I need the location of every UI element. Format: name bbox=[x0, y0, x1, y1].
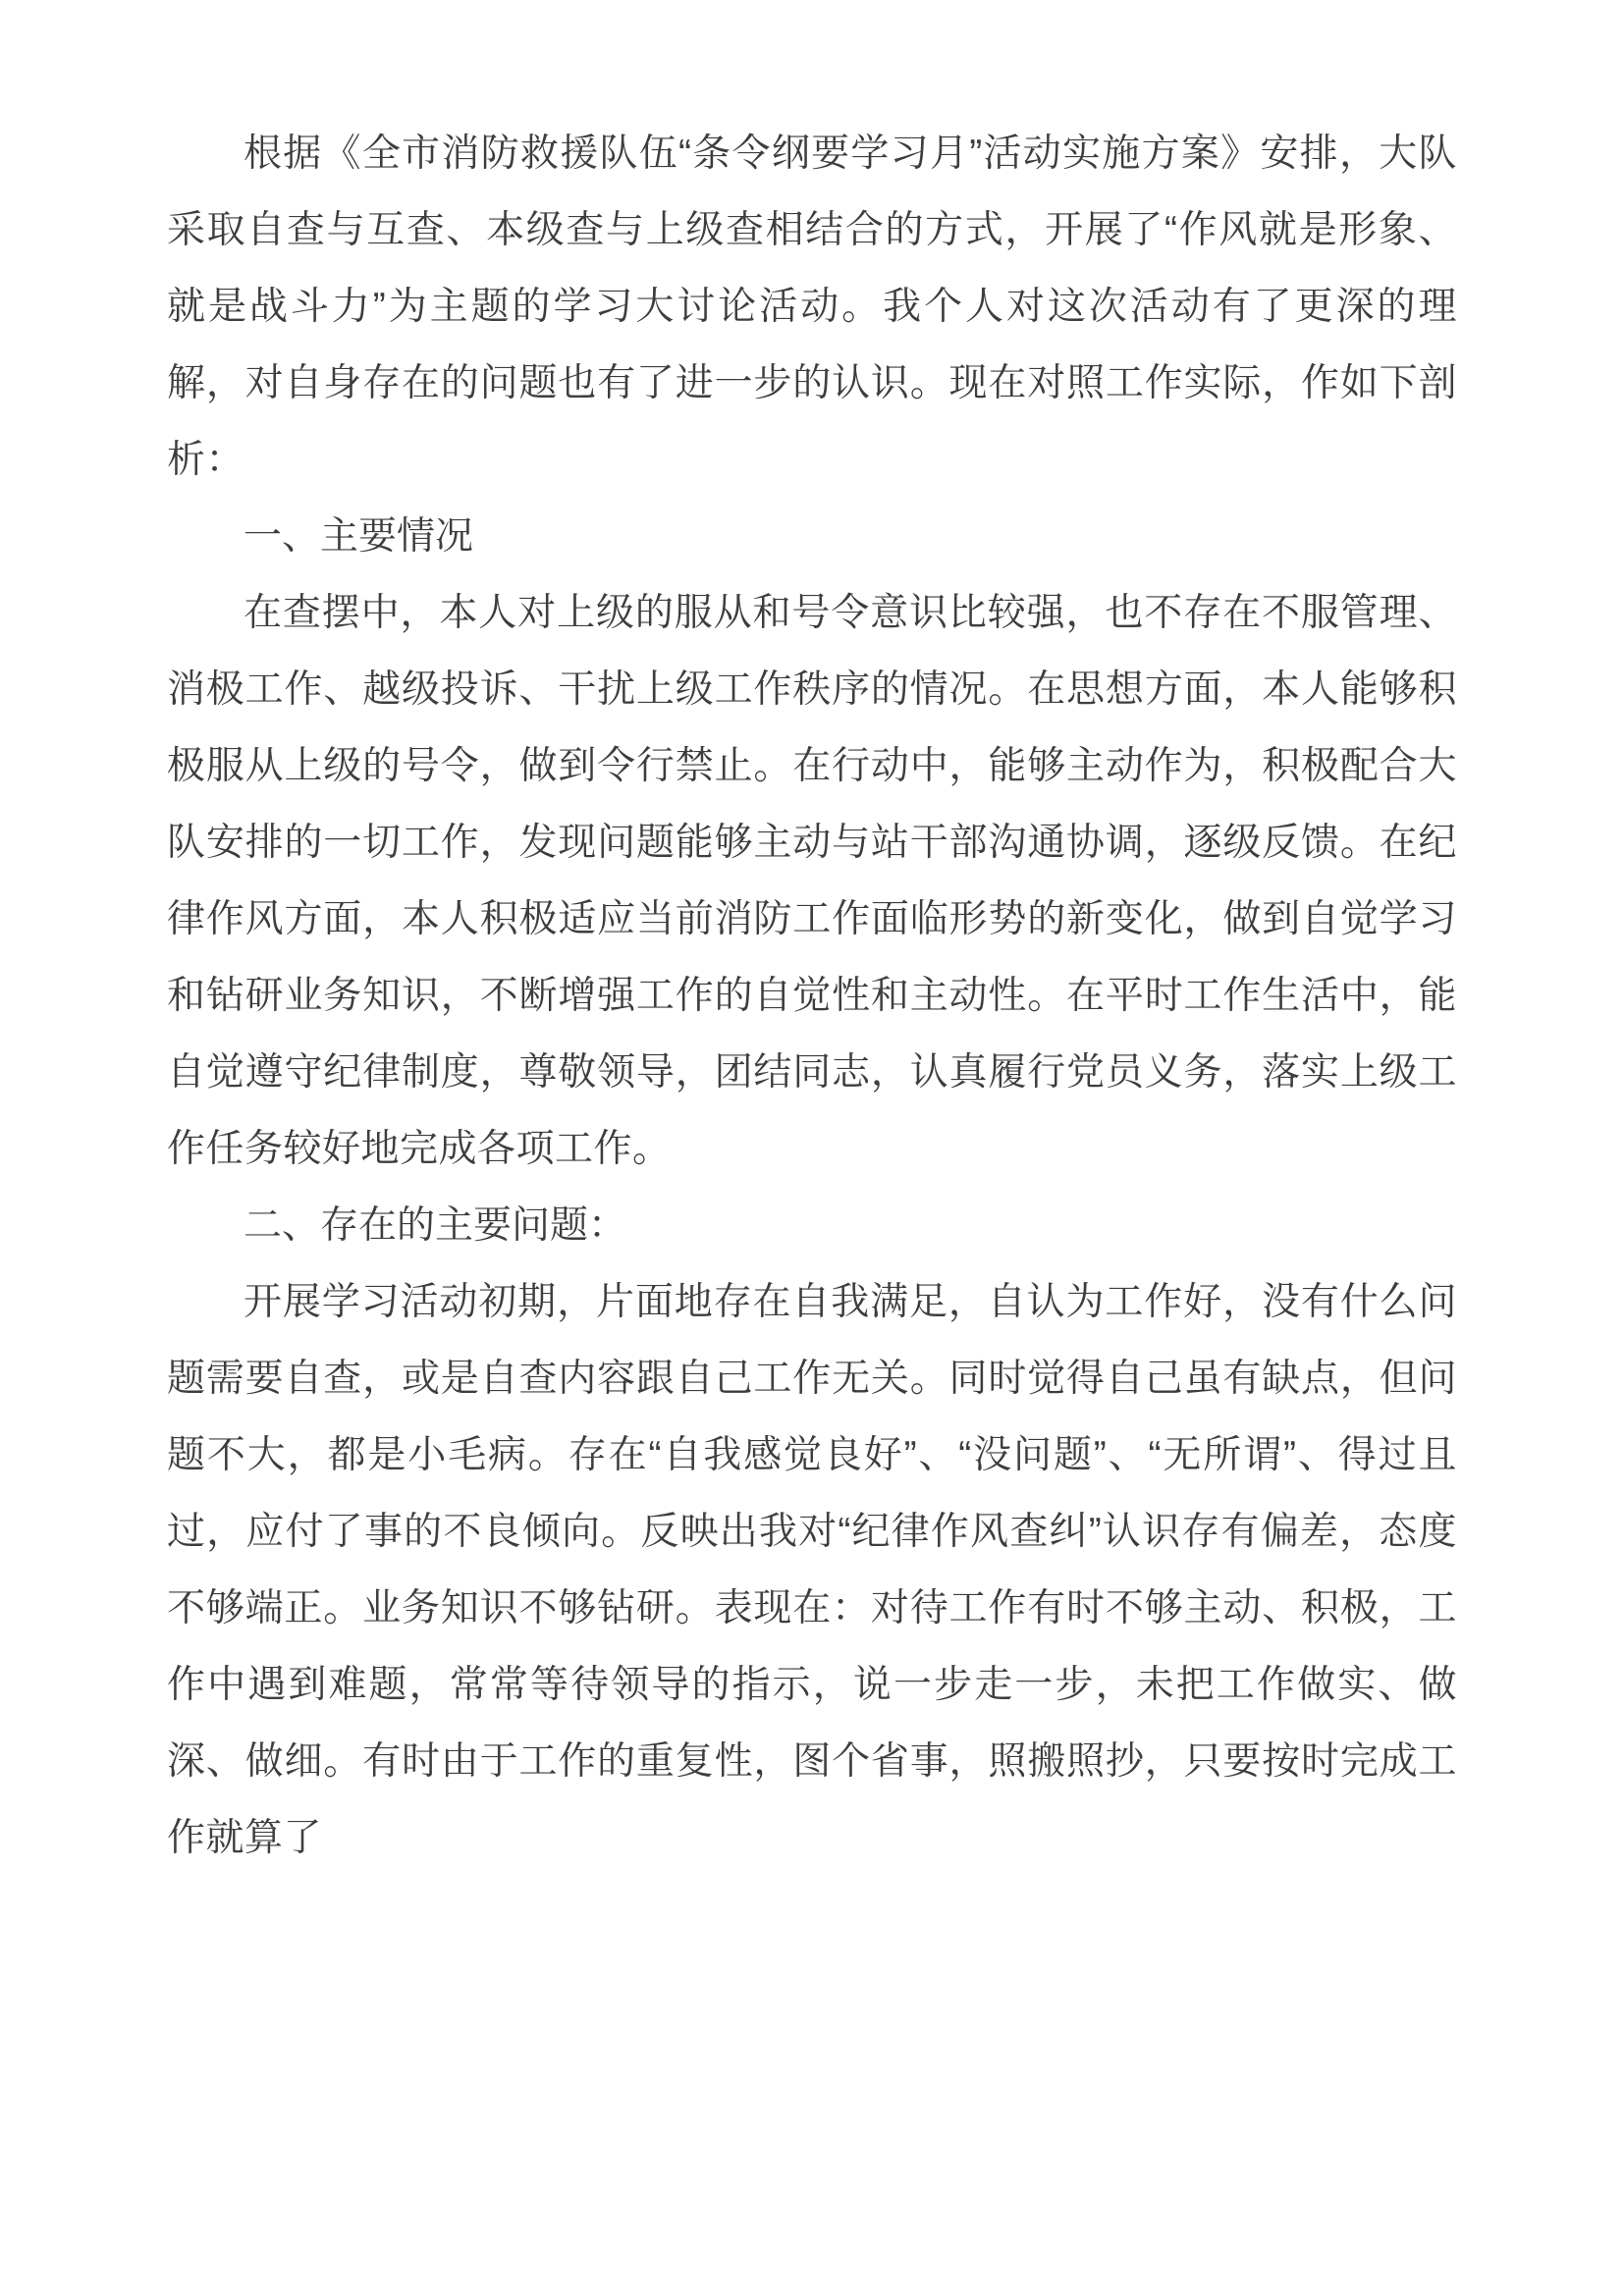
paragraph-intro: 根据《全市消防救援队伍“条令纲要学习月”活动实施方案》安排，大队采取自查与互查、本级查与上级查相结合的方式，开展了“作风就是形象、就是战斗力”为主题的学习大讨论活动。我个人对这次活动有了更深的理解，对自身存在的问题也有了进一步的认识。现在对照工作实际，作如下剖析： bbox=[167, 133, 1457, 481]
paragraph-main-problems: 开展学习活动初期，片面地存在自我满足，自认为工作好，没有什么问题需要自查，或是自查内容跟自己工作无关。同时觉得自己虽有缺点，但问题不大，都是小毛病。存在“自我感觉良好”、“没问题”、“无所谓”、得过且过，应付了事的不良倾向。反映出我对“纪律作风查纠”认识存有偏差，态度不够端正。业务知识不够钻研。表现在：对待工作有时不够主动、积极，工作中遇到难题，常常等待领导的指示，说一步走一步，未把工作做实、做深、做细。有时由于工作的重复性，图个省事，照搬照抄，只要按时完成工作就算了 bbox=[167, 1281, 1457, 1859]
section-heading-main-situation: 一、主要情况 bbox=[244, 515, 474, 558]
paragraph-main-situation: 在查摆中，本人对上级的服从和号令意识比较强，也不存在不服管理、消极工作、越级投诉、干扰上级工作秩序的情况。在思想方面，本人能够积极服从上级的号令，做到令行禁止。在行动中，能够主动作为，积极配合大队安排的一切工作，发现问题能够主动与站干部沟通协调，逐级反馈。在纪律作风方面，本人积极适应当前消防工作面临形势的新变化，做到自觉学习和钻研业务知识，不断增强工作的自觉性和主动性。在平时工作生活中，能自觉遵守纪律制度，尊敬领导，团结同志，认真履行党员义务，落实上级工作任务较好地完成各项工作。 bbox=[167, 592, 1457, 1170]
section-heading-main-problems: 二、存在的主要问题： bbox=[244, 1204, 627, 1247]
